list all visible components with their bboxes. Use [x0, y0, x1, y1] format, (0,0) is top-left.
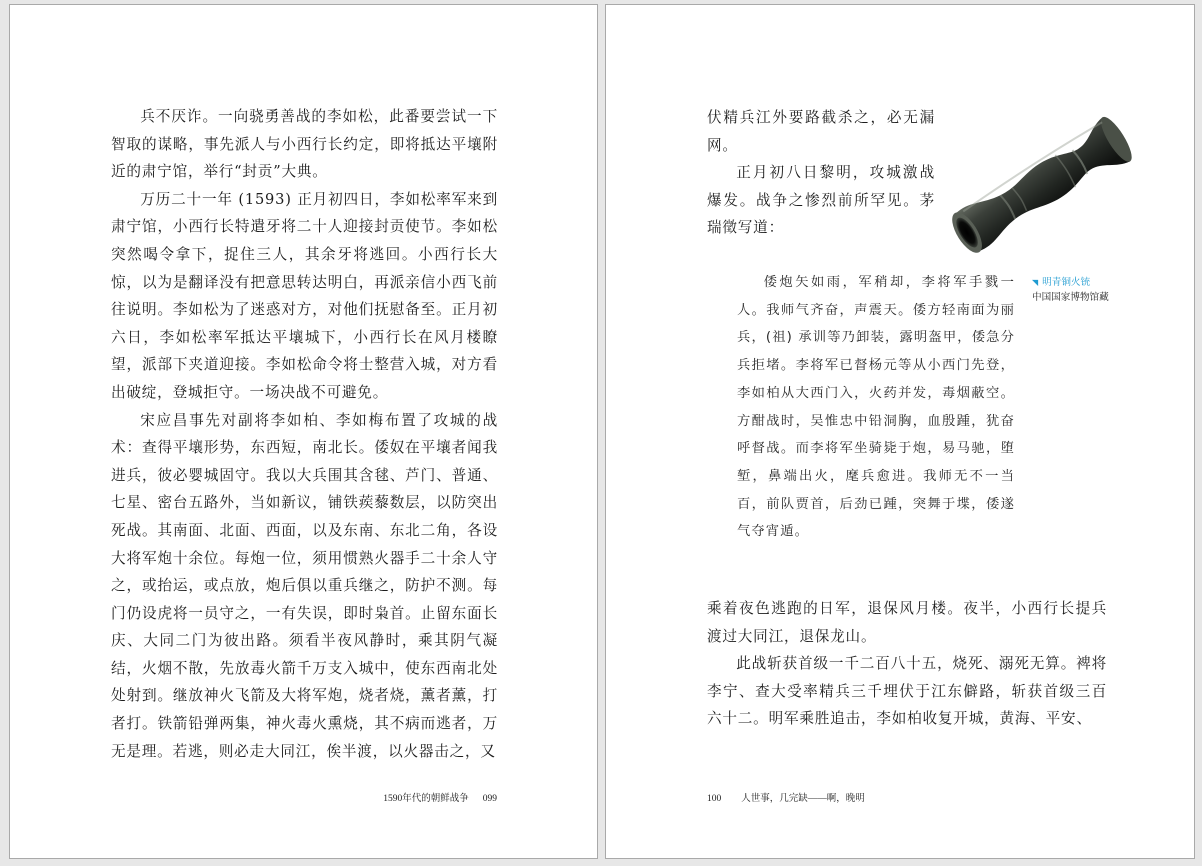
right-top-text [707, 104, 935, 242]
paragraph: 此战斩获首级一千二百八十五，烧死、溺死无算。裨将李宁、查大受率精兵三千埋伏于江东僻路，斩获首级三百六十二。明军乘胜追击，李如柏收复开城，黄海、平安、 [707, 655, 1107, 728]
paragraph: 正月初八日黎明，攻城激战爆发。战争之惨烈前所罕见。茅瑞徵写道： [707, 164, 935, 237]
right-page [605, 4, 1195, 859]
caption-title [1032, 275, 1109, 290]
page-number: 100 [707, 794, 722, 804]
running-title: 1590年代的朝鲜战争 [383, 794, 469, 804]
quotation-block [737, 269, 1015, 546]
right-footer [707, 790, 865, 804]
paragraph: 万历二十一年 (1593) 正月初四日，李如松率军来到肃宁馆，小西行长特遣牙将二十人迎接封贡使节。李如松突然喝令拿下，捉住三人，其余牙将逃回。小西行长大惊，以为是翻译没有把意思转达明白，再派亲信小西飞前往说明。李如松为了迷惑对方，对他们抚慰备至。正月初六日，李如松率军抵达平壤城下，小西行长在风月楼瞭望，派部下夹道迎接。李如松命令将士整营入城，对方看出破绽，登城拒守。一场决战不可避免。 [111, 190, 498, 401]
page-number: 099 [482, 794, 497, 804]
paragraph: 伏精兵江外要路截杀之，必无漏网。 [707, 109, 935, 154]
running-title: 人世事，几完缺——啊，晚明 [741, 794, 865, 804]
caption-source: 中国国家博物馆藏 [1032, 292, 1109, 303]
right-bottom-text [707, 595, 1107, 733]
paragraph: 兵不厌诈。一向骁勇善战的李如松，此番要尝试一下智取的谋略，事先派人与小西行长约定，即将抵达平壤附近的肃宁馆，举行“封贡”大典。 [111, 108, 498, 181]
bronze-fire-gun-image [942, 105, 1138, 269]
left-footer [383, 790, 497, 804]
left-page [9, 4, 598, 859]
caption-title-text: 明青铜火铳 [1042, 277, 1091, 288]
left-body-text [111, 103, 498, 765]
triangle-marker-icon: ◥ [1032, 278, 1039, 287]
paragraph: 宋应昌事先对副将李如柏、李如梅布置了攻城的战术：查得平壤形势，东西短，南北长。倭奴在平壤者闻我进兵，彼必婴城固守。我以大兵围其含毬、芦门、普通、七星、密台五路外，当如新议，铺铁蒺藜数层，以防突出死战。其南面、北面、西面，以及东南、东北二角，各设大将军炮十余位。每炮一位，须用惯熟火器手二十余人守之，或抬运，或点放，炮后俱以重兵继之，防护不测。每门仍设虎将一员守之，一有失误，即时枭首。止留东面长庆、大同二门为彼出路。须看半夜风静时，乘其阴气凝结，火烟不散，先放毒火箭千万支入城中，使东西南北处处射到。继放神火飞箭及大将军炮，烧者烧，薰者薰，打者打。铁箭铅弹两集，神火毒火熏烧，其不病而逃者，万无是理。若逃，则必走大同江，俟半渡，以火器击之，又 [111, 411, 498, 760]
quote-text: 倭炮矢如雨，军稍却，李将军手戮一人。我师气齐奋，声震天。倭方轻南面为丽兵，(祖) 承训等乃卸装，露明盔甲，倭急分兵拒堵。李将军已督杨元等从小西门先登，李如柏从大西门入，火药并发，毒烟蔽空。方酣战时，吴惟忠中铅洞胸，血殷踵，犹奋呼督战。而李将军坐骑毙于炮，易马驰，堕堑，鼻端出火，麾兵愈进。我师无不一当百，前队贾首，后劲已踵，突舞于堞，倭遂气夺宵遁。 [737, 275, 1015, 540]
paragraph: 乘着夜色逃跑的日军，退保风月楼。夜半，小西行长提兵渡过大同江，退保龙山。 [707, 600, 1107, 645]
figure-caption [1032, 275, 1109, 305]
